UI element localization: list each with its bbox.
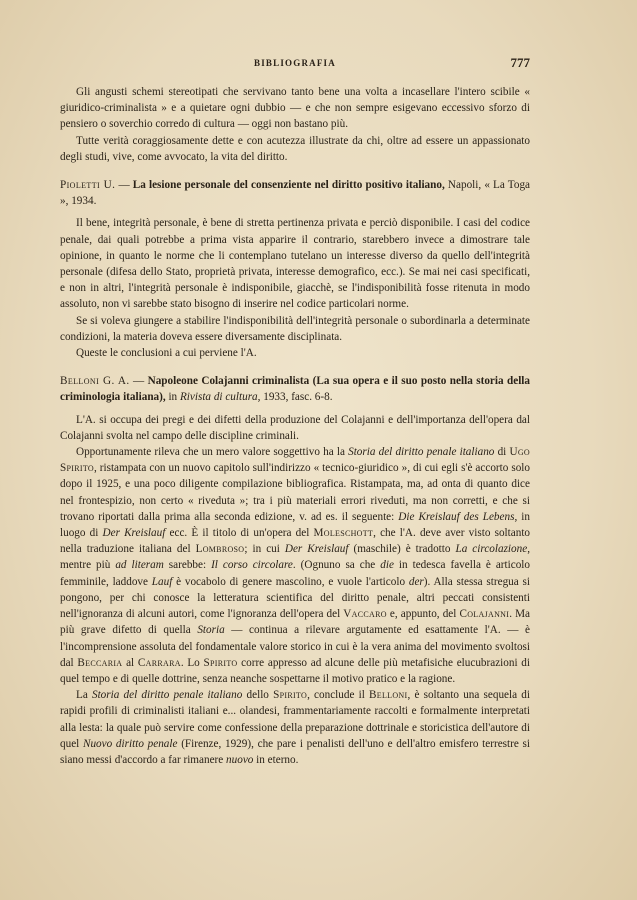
text-run: . Ma più grave difetto di quella bbox=[60, 608, 530, 637]
text-run: di bbox=[494, 446, 510, 459]
author-name: Carrara bbox=[137, 656, 181, 669]
entry-pioletti-paragraph-1: Il bene, integrità personale, è bene di stretta pertinenza privata e perciò disponibile. I casi del codice penale, dai quali potrebbe a prima vista apparire il contrario, starebbero invece a dimostrare tale opinione, in quanto le norme che li contemplano tutelano un interesse diverso da quello dell'integrità personale (difesa dello Stato, proprietà privata, interesse demografico, ecc.). Se mai nei casi specificati, e non in altri, l'integrità personale è indisponibile, giacchè, se l'indisponibilità fosse ritenuta in modo assoluto, non vi sarebbe stato bisogno di inserire nel codice particolari norme. bbox=[60, 217, 530, 311]
text-run: . Lo bbox=[180, 656, 204, 669]
entry-title: Napoleone Colajanni criminalista (La sua opera e il suo posto nella storia della criminologia italiana), bbox=[60, 375, 531, 404]
text-run: Opportunamente rileva che un mero valore soggettivo ha la bbox=[76, 446, 349, 459]
text-run: e, appunto, del bbox=[386, 608, 460, 621]
text-run: , conclude il bbox=[307, 689, 370, 702]
italic-title: Il corso circolare bbox=[211, 559, 293, 572]
entry-dash: — bbox=[129, 375, 148, 388]
italic-word: nuovo bbox=[226, 753, 254, 766]
entry-belloni-paragraph-1: L'A. si occupa dei pregi e dei difetti della produzione del Colajanni e dell'importanza dell'opera dal Colajanni svolta nel campo delle discipline criminali. bbox=[60, 413, 530, 442]
italic-title: Der Kreislauf bbox=[284, 543, 349, 556]
author-name: Lombroso bbox=[195, 543, 245, 556]
author-name: Ugo Spirito bbox=[60, 446, 530, 475]
text-run: dello bbox=[242, 689, 274, 702]
text-run: (Firenze, 1929), che pare i penalisti dell'uno e dell'altro emisfero terrestre si siano messi d'accordo a far rimanere bbox=[60, 737, 530, 766]
intro-paragraph-1: Gli angusti schemi stereotipati che servivano tanto bene una volta a incasellare l'intero scibile « giuridico-criminalista » e a quietare ogni dubbio — e che non sempre esigevano eccessivo sforzo di pensiero o soverchio corredo di cultura — oggi non bastano più. bbox=[60, 86, 530, 131]
italic-phrase: ad literam bbox=[115, 559, 164, 572]
text-run: ). Alla stessa stregua si pongono, per chi conosce la letteratura scientifica del diritto penale, altri peccati consistenti nell'ignoranza di alcuni autori, come l'ignoranza dell'opera del bbox=[60, 575, 530, 621]
text-run: in eterno. bbox=[253, 753, 299, 766]
author-name: Colajanni bbox=[459, 608, 510, 621]
page-header bbox=[60, 56, 530, 72]
intro-paragraph-2: Tutte verità coraggiosamente dette e con acutezza illustrate da chi, oltre ad essere un appassionato degli studi, vive, come avvocato, la vita del diritto. bbox=[60, 134, 530, 163]
text-run: (maschile) è tradotto bbox=[348, 543, 456, 556]
italic-title: Nuovo diritto penale bbox=[83, 737, 178, 750]
italic-title: Die Kreislauf des Lebens bbox=[398, 510, 515, 523]
italic-word: Lauf bbox=[151, 575, 173, 588]
page-number: 777 bbox=[510, 55, 530, 70]
text-run: è vocabolo di genere mascolino, e vuole l'articolo bbox=[172, 575, 409, 588]
italic-title: Der Kreislauf bbox=[102, 527, 166, 540]
italic-title: Storia bbox=[197, 624, 225, 637]
page-body bbox=[60, 84, 530, 768]
author-name: Spirito bbox=[203, 656, 238, 669]
text-run: ecc. È il titolo di un'opera del bbox=[165, 527, 314, 540]
author-name: Beccaria bbox=[77, 656, 123, 669]
entry-author: Pioletti U. bbox=[60, 179, 116, 192]
entry-publication: Napoli, « La Toga », 1934. bbox=[60, 179, 531, 208]
text-run: , che l'A. deve aver visto soltanto nella traduzione italiana del bbox=[60, 527, 531, 556]
entry-belloni-heading bbox=[60, 373, 530, 405]
text-run: ; in cui bbox=[244, 543, 285, 556]
entry-publication-suffix: 1933, fasc. 6-8. bbox=[260, 391, 333, 404]
text-run: , è soltanto una sequela di rapidi profili di criminalisti italiani e... olandesi, frammentariamente raccolti e formalmente interpretati alla lesta: la quale può servire come confessione della preparazione dottrinale e storicistica dell'autore di quel bbox=[60, 689, 530, 750]
text-run: La bbox=[76, 689, 92, 702]
text-run: sarebbe: bbox=[163, 559, 212, 572]
text-run: al bbox=[122, 656, 138, 669]
text-run: in tedesca favella è articolo femminile, laddove bbox=[60, 559, 531, 588]
text-run: , mentre più bbox=[60, 543, 530, 572]
entry-journal: Rivista di cultura, bbox=[179, 391, 261, 404]
italic-title: Storia del diritto penale italiano bbox=[348, 446, 495, 459]
text-run: corre appresso ad alcune delle più metafisiche elucubrazioni di quel tempo e di quelle dottrine, senza neanche sospettarne il motivo pratico e la ragione. bbox=[60, 656, 530, 685]
text-run: , ristampata con un nuovo capitolo sull'indirizzo « tecnico-giuridico », di cui egli s'è accorto solo dopo il 1925, e una poco diligente compilazione bibliografica. Ristampata, ma, ad onta di quanto dice nel frontespizio, non certo « riveduta »; tra i più materiali errori riveduti, ma non corretti, e che si trovano riportati dalla prima alla seconda edizione, v. ad es. il seguente: bbox=[60, 462, 530, 523]
entry-dash: — bbox=[115, 179, 133, 192]
entry-pioletti-heading bbox=[60, 177, 530, 209]
italic-title: Storia del diritto penale italiano bbox=[91, 689, 243, 702]
author-name: Spirito bbox=[273, 689, 308, 702]
entry-publication-prefix: in bbox=[165, 391, 180, 404]
running-head: BIBLIOGRAFIA bbox=[254, 58, 336, 68]
entry-pioletti-paragraph-3: Queste le conclusioni a cui perviene l'A. bbox=[76, 347, 257, 360]
entry-title: La lesione personale del consenziente nel diritto positivo italiano, bbox=[132, 179, 445, 192]
italic-word: der bbox=[408, 575, 424, 588]
entry-belloni-paragraph-2 bbox=[60, 444, 530, 687]
author-name: Belloni bbox=[369, 689, 408, 702]
author-name: Vaccaro bbox=[343, 608, 387, 621]
text-run: , in luogo di bbox=[60, 510, 530, 540]
entry-pioletti-paragraph-2: Se si voleva giungere a stabilire l'indisponibilità dell'integrità personale o subordinarla a determinate condizioni, la materia doveva essere diversamente disciplinata. bbox=[60, 314, 530, 343]
entry-author: Belloni G. A. bbox=[60, 375, 130, 388]
text-run: . (Ognuno sa che bbox=[292, 559, 381, 572]
italic-word: die bbox=[380, 559, 394, 572]
text-run: — continua a rilevare argutamente ed esattamente l'A. — è l'incomprensione assoluta del fondamentale valore storico in cui è la vera anima del movimento svoltosi dal bbox=[60, 624, 530, 669]
entry-belloni-paragraph-3 bbox=[60, 687, 530, 768]
author-name: Moleschott bbox=[313, 527, 374, 540]
italic-title: La circolazione bbox=[455, 543, 528, 556]
